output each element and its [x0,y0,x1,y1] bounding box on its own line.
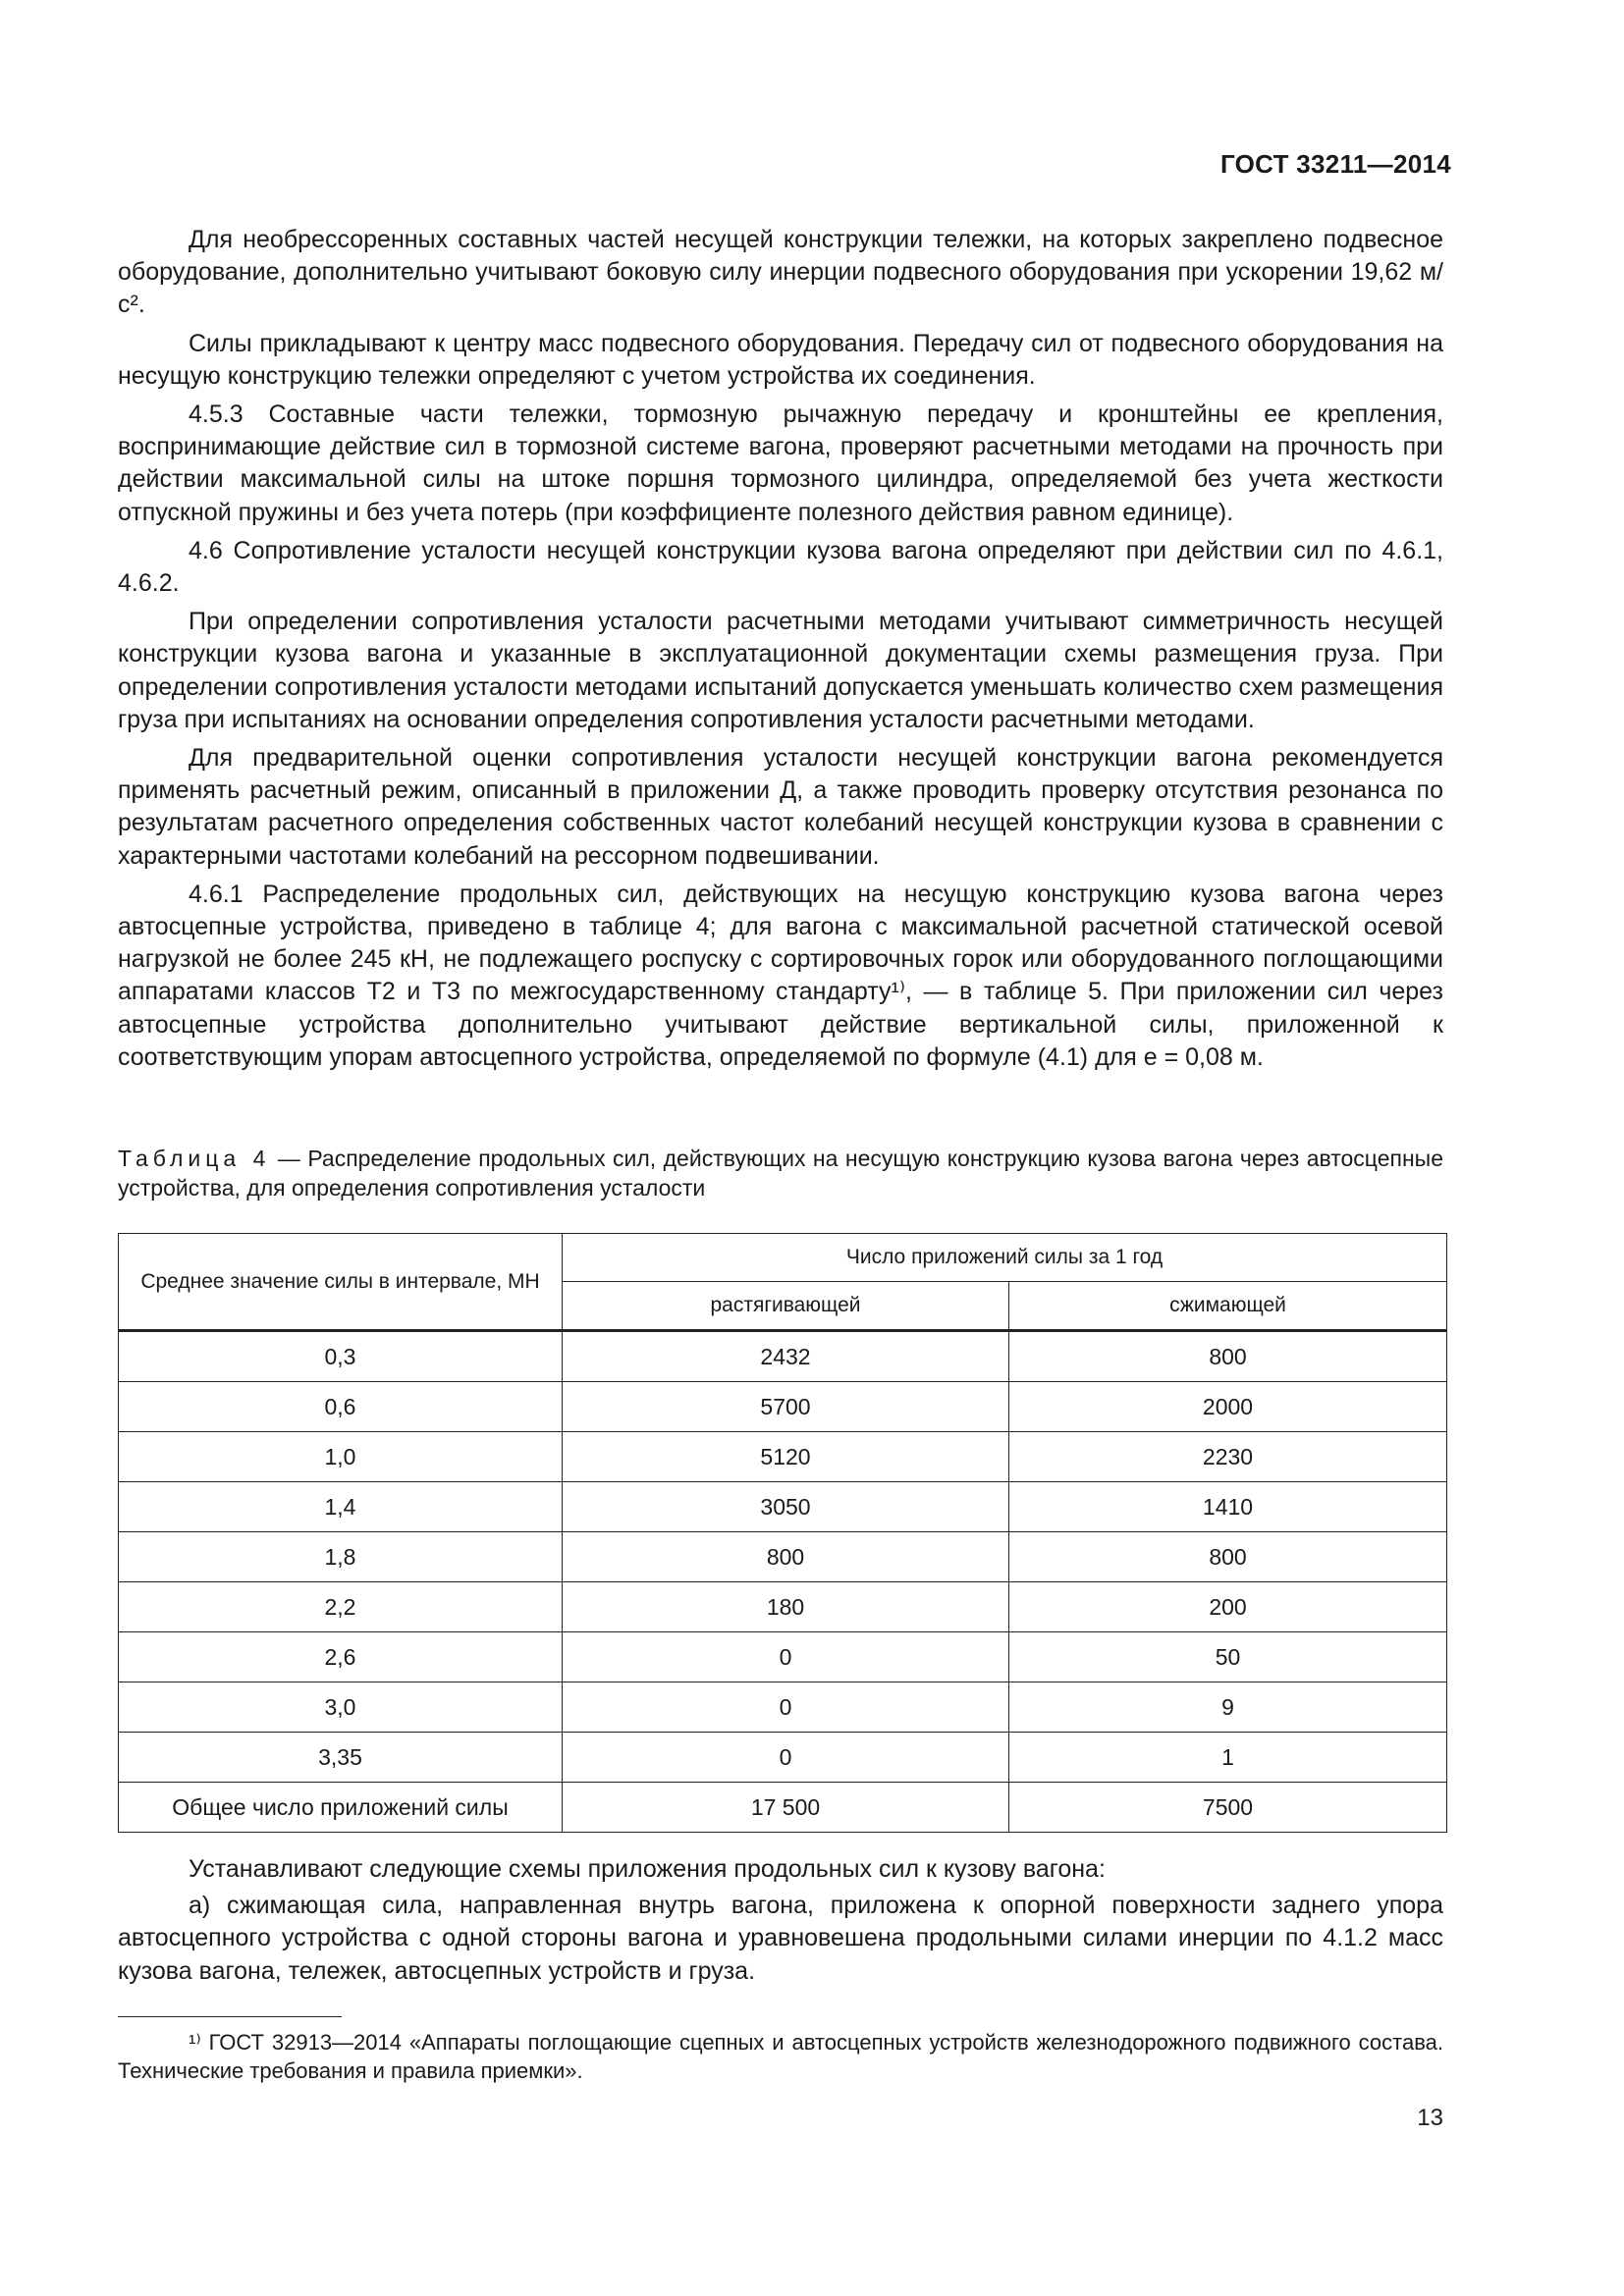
cell-force: 3,0 [119,1682,563,1733]
paragraph: а) сжимающая сила, направленная внутрь вагона, приложена к опорной поверхности заднего упора автосцепного устройства с одной стороны вагона и уравновешена продольными силами инерции по 4.1.2 масс кузова вагона, тележек, автосцепных устройств и груза. [118,1892,1443,1985]
cell-force: 2,6 [119,1632,563,1682]
paragraph: 4.5.3 Составные части тележки, тормозную рычажную передачу и кронштейны ее крепления, воспринимающие действие сил в тормозной системе вагона, проверяют расчетными методами на прочность при действии максимальной силы на штоке поршня тормозного цилиндра, определяемой без учета жесткости отпускной пружины и без учета потерь (при коэффициенте полезного действия равном единице). [118,400,1443,526]
force-distribution-table [118,1233,1447,1833]
cell-compression: 1 [1009,1733,1447,1783]
header-force-interval: Среднее значение силы в интервале, МН [119,1234,563,1331]
cell-total-label: Общее число приложений силы [119,1783,563,1833]
paragraph: При определении сопротивления усталости расчетными методами учитывают симметричность несущей конструкции кузова вагона и указанные в эксплуатационной документации схемы размещения груза. При определении сопротивления усталости методами испытаний допускается уменьшать количество схем размещения груза при испытаниях на основании определения сопротивления усталости расчетными методами. [118,608,1443,733]
header-tension: растягивающей [563,1282,1009,1331]
footnote: ¹⁾ ГОСТ 32913—2014 «Аппараты поглощающие сцепных и автосцепных устройств железнодорожного подвижного состава. Технические требования и правила приемки». [118,2030,1443,2083]
cell-force: 1,4 [119,1482,563,1532]
table-row [119,1632,1447,1682]
cell-force: 3,35 [119,1733,563,1783]
cell-compression: 800 [1009,1331,1447,1382]
paragraph: Для предварительной оценки сопротивления усталости несущей конструкции вагона рекомендуется применять расчетный режим, описанный в приложении Д, а также проводить проверку отсутствия резонанса по результатам расчетного определения собственных частот колебаний несущей конструкции кузова в сравнении с характерными частотами колебаний на рессорном подвешивании. [118,744,1443,870]
header-applications-per-year: Число приложений силы за 1 год [563,1234,1447,1282]
table-row [119,1432,1447,1482]
cell-tension: 0 [563,1733,1009,1783]
cell-force: 1,8 [119,1532,563,1582]
cell-total-compression: 7500 [1009,1783,1447,1833]
paragraph: 4.6.1 Распределение продольных сил, действующих на несущую конструкцию кузова вагона через автосцепные устройства, приведено в таблице 4; для вагона с максимальной расчетной статической осевой нагрузкой не более 245 кН, не подлежащего роспуску с сортировочных горок или оборудованного поглощающими аппаратами классов Т2 и Т3 по межгосударственному стандарту¹⁾, — в таблице 5. При приложении сил через автосцепные устройства дополнительно учитывают действие вертикальной силы, приложенной к соответствующим упорам автосцепного устройства, определяемой по формуле (4.1) для e = 0,08 м. [118,880,1443,1071]
cell-compression: 2230 [1009,1432,1447,1482]
body-text [118,224,1443,1080]
cell-force: 0,6 [119,1382,563,1432]
cell-tension: 0 [563,1632,1009,1682]
cell-compression: 2000 [1009,1382,1447,1432]
cell-compression: 200 [1009,1582,1447,1632]
table-caption-label: Таблица 4 [118,1146,271,1171]
after-table-text [118,1853,1443,1992]
paragraph: Для необрессоренных составных частей несущей конструкции тележки, на которых закреплено подвесное оборудование, дополнительно учитывают боковую силу инерции подвесного оборудования при ускорении 19,62 м/с². [118,226,1443,319]
cell-tension: 5700 [563,1382,1009,1432]
cell-force: 2,2 [119,1582,563,1632]
cell-force: 0,3 [119,1331,563,1382]
cell-compression: 800 [1009,1532,1447,1582]
page-number: 13 [1417,2105,1443,2131]
table-caption [118,1144,1443,1202]
cell-compression: 9 [1009,1682,1447,1733]
cell-compression: 1410 [1009,1482,1447,1532]
table-row [119,1482,1447,1532]
table-total-row [119,1783,1447,1833]
cell-force: 1,0 [119,1432,563,1482]
paragraph: Устанавливают следующие схемы приложения продольных сил к кузову вагона: [189,1855,1106,1883]
document-header: ГОСТ 33211—2014 [1219,149,1451,179]
table-row [119,1733,1447,1783]
cell-tension: 2432 [563,1331,1009,1382]
cell-total-tension: 17 500 [563,1783,1009,1833]
table-caption-text: — Распределение продольных сил, действующих на несущую конструкцию кузова вагона через автосцепные устройства, для определения сопротивления усталости [118,1146,1443,1201]
table-row [119,1582,1447,1632]
table-row [119,1331,1447,1382]
table-row [119,1682,1447,1733]
cell-tension: 0 [563,1682,1009,1733]
cell-tension: 3050 [563,1482,1009,1532]
cell-tension: 180 [563,1582,1009,1632]
cell-compression: 50 [1009,1632,1447,1682]
table-row [119,1382,1447,1432]
header-compression: сжимающей [1009,1282,1447,1331]
footnote-divider [118,2016,342,2017]
paragraph: Силы прикладывают к центру масс подвесного оборудования. Передачу сил от подвесного оборудования на несущую конструкцию тележки определяют с учетом устройства их соединения. [118,329,1443,390]
cell-tension: 5120 [563,1432,1009,1482]
table-row [119,1532,1447,1582]
paragraph: 4.6 Сопротивление усталости несущей конструкции кузова вагона определяют при действии сил по 4.6.1, 4.6.2. [118,536,1443,598]
cell-tension: 800 [563,1532,1009,1582]
